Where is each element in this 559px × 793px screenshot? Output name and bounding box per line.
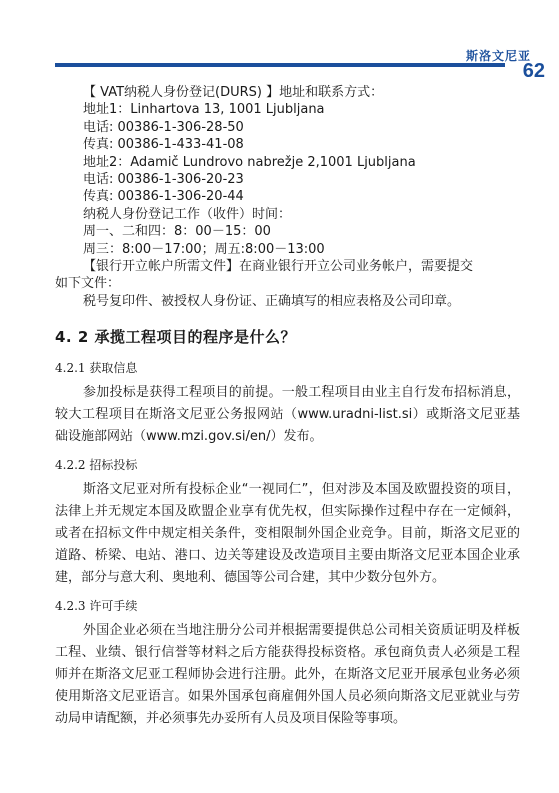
subsection-title-info: 4.2.1 获取信息 (55, 361, 138, 376)
durs-fax2: 传真: 00386-1-306-20-44 (83, 189, 244, 205)
durs-heading: 【 VAT纳税人身份登记(DURS) 】地址和联系方式： (83, 85, 384, 100)
page-header (0, 0, 559, 84)
header-rule (55, 63, 505, 67)
durs-hours-title: 纳税人身份登记工作（收件）时间： (83, 206, 292, 222)
page-number: 62 (522, 60, 545, 82)
durs-address2: 地址2：Adamič Lundrovo nabrežje 2,1001 Ljubljana (83, 154, 416, 170)
subsection-text-bidding: 斯洛文尼亚对所有投标企业“一视同仁”，但对涉及本国及欧盟投资的项目，法律上并无规定本国及欧盟企业享有优先权，但实际操作过程中存在一定倾斜，或者在招标文件中规定相关条件，变相限制外国企业竞争。目前，斯洛文尼亚的道路、桥梁、电站、港口、边关等建设及改造项目主要由斯洛文尼亚本国企业承建，部分与意大利、奥地利、德国等公司合建，其中少数分包外方。 (55, 482, 520, 586)
bank-line2: 如下文件： (55, 276, 121, 292)
subsection-title-bidding: 4.2.2 招标投标 (55, 458, 138, 473)
section-title: 4. 2 承揽工程项目的程序是什么？ (55, 328, 297, 347)
durs-phone1: 电话: 00386-1-306-28-50 (83, 119, 244, 135)
durs-address1: 地址1：Linhartova 13, 1001 Ljubljana (83, 102, 325, 118)
durs-phone2: 电话: 00386-1-306-20-23 (83, 172, 244, 188)
subsection-text-info: 参加投标是获得工程项目的前提。一般工程项目由业主自行发布招标消息，较大工程项目在斯洛文尼亚公务报网站（www.uradni-list.si）或斯洛文尼亚基础设施部网站（www.mzi.gov.si/en/）发布。 (55, 385, 520, 445)
bank-line1: 【银行开立帐户所需文件】在商业银行开立公司业务帐户，需要提交 (83, 259, 474, 275)
durs-hours1: 周一、二和四：8：00－15：00 (83, 224, 271, 240)
subsection-text-permits: 外国企业必须在当地注册分公司并根据需要提供总公司相关资质证明及样板工程、业绩、银行信誉等材料之后方能获得投标资格。承包商负责人必须是工程师并在斯洛文尼亚工程师协会进行注册。此外，在斯洛文尼亚开展承包业务必须使用斯洛文尼亚语言。如果外国承包商雇佣外国人员必须向斯洛文尼亚就业与劳动局申请配额，并必须事先办妥所有人员及项目保险等事项。 (55, 623, 520, 727)
durs-fax1: 传真: 00386-1-433-41-08 (83, 137, 244, 153)
bank-line3: 税号复印件、被授权人身份证、正确填写的相应表格及公司印章。 (83, 293, 461, 309)
page-content (55, 84, 520, 730)
durs-hours2: 周三：8:00－17:00；周五:8:00－13:00 (83, 241, 325, 257)
subsection-title-permits: 4.2.3 许可手续 (55, 599, 138, 614)
header-country: 斯洛文尼亚 (465, 49, 531, 63)
